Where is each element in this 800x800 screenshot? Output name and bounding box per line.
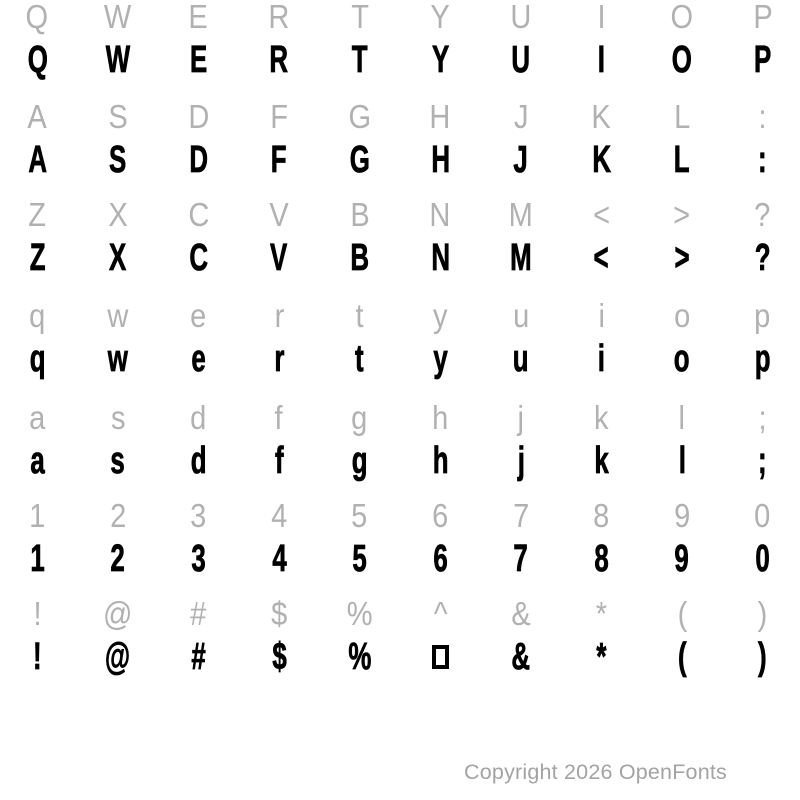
sample-glyph-cell: [0, 41, 78, 79]
sample-glyph-cell: [561, 141, 642, 179]
sample-glyph-cell: [400, 340, 481, 378]
sample-glyph: @: [105, 636, 131, 678]
reference-glyph-cell: [481, 100, 562, 133]
reference-glyph-cell: [642, 597, 723, 630]
reference-glyph-cell: [158, 0, 239, 33]
reference-glyph: j: [517, 399, 525, 436]
sample-glyph-cell: [239, 239, 320, 277]
sample-glyph-cell: [481, 141, 562, 179]
sample-glyph-cell: [722, 540, 800, 578]
sample-glyph-cell: [642, 638, 723, 676]
sample-glyph-cell: [158, 340, 239, 378]
sample-glyph-cell: [561, 41, 642, 79]
sample-glyph: F: [271, 139, 287, 181]
reference-glyph-cell: [319, 198, 400, 231]
sample-glyph-cell: [239, 41, 320, 79]
sample-glyph: 7: [513, 538, 529, 580]
reference-glyph: V: [269, 196, 289, 233]
reference-glyph-cell: [0, 499, 78, 532]
reference-glyph: i: [598, 297, 605, 334]
sample-row-5: [0, 442, 800, 480]
reference-glyph-cell: [0, 597, 78, 630]
reference-glyph: >: [673, 196, 691, 233]
reference-glyph: 3: [190, 497, 207, 534]
reference-glyph-cell: [722, 198, 800, 231]
reference-glyph: q: [29, 297, 46, 334]
reference-glyph-cell: [481, 198, 562, 231]
sample-glyph: O: [671, 39, 693, 81]
reference-glyph: R: [268, 0, 290, 35]
reference-glyph: 8: [593, 497, 610, 534]
reference-glyph-cell: [561, 100, 642, 133]
reference-glyph-cell: [319, 0, 400, 33]
reference-glyph-cell: [561, 299, 642, 332]
reference-glyph-cell: [319, 100, 400, 133]
reference-glyph: H: [429, 98, 451, 135]
reference-glyph-cell: [561, 597, 642, 630]
sample-glyph-cell: [78, 540, 159, 578]
sample-glyph: N: [430, 237, 450, 279]
reference-glyph: G: [348, 98, 371, 135]
sample-glyph-cell: [78, 239, 159, 277]
sample-row-3: [0, 239, 800, 277]
sample-glyph-cell: [319, 540, 400, 578]
reference-glyph-cell: [239, 401, 320, 434]
sample-glyph-cell: [158, 239, 239, 277]
sample-glyph-cell: [0, 638, 78, 676]
reference-glyph-cell: [158, 100, 239, 133]
sample-glyph-cell: [481, 540, 562, 578]
reference-glyph: *: [595, 595, 608, 632]
sample-glyph: %: [348, 636, 372, 678]
sample-glyph: i: [597, 338, 606, 380]
sample-glyph-cell: [0, 340, 78, 378]
sample-glyph: h: [432, 440, 449, 482]
sample-glyph: ;: [758, 440, 767, 482]
reference-glyph-cell: [239, 198, 320, 231]
sample-glyph: A: [27, 139, 47, 181]
sample-glyph-cell: [319, 141, 400, 179]
reference-glyph-cell: [319, 299, 400, 332]
sample-glyph: r: [274, 338, 285, 380]
reference-glyph-cell: [642, 499, 723, 532]
sample-glyph-cell: [239, 540, 320, 578]
reference-glyph: Z: [28, 196, 47, 233]
sample-glyph: T: [351, 39, 368, 81]
sample-glyph: Y: [431, 39, 449, 81]
reference-glyph: I: [597, 0, 606, 35]
reference-glyph-cell: [722, 499, 800, 532]
reference-glyph: s: [110, 399, 126, 436]
sample-glyph-cell: [722, 239, 800, 277]
sample-glyph-cell: [481, 41, 562, 79]
reference-glyph: C: [187, 196, 209, 233]
reference-glyph: o: [673, 297, 691, 334]
reference-glyph: O: [670, 0, 694, 35]
reference-glyph-cell: [158, 597, 239, 630]
reference-glyph: l: [678, 399, 686, 436]
sample-glyph-cell: [722, 442, 800, 480]
sample-glyph-cell: [78, 340, 159, 378]
reference-glyph-cell: [722, 597, 800, 630]
reference-glyph: W: [104, 0, 132, 35]
reference-row-1: [0, 0, 800, 33]
sample-glyph-cell: [239, 340, 320, 378]
reference-glyph-cell: [481, 401, 562, 434]
sample-glyph-cell: [400, 41, 481, 79]
sample-glyph: H: [430, 139, 450, 181]
sample-glyph-cell: [722, 41, 800, 79]
reference-glyph-cell: [78, 198, 159, 231]
sample-glyph-cell: [481, 442, 562, 480]
reference-glyph-cell: [481, 0, 562, 33]
reference-glyph: 4: [270, 497, 288, 534]
reference-glyph: T: [350, 0, 369, 35]
sample-glyph: I: [597, 39, 606, 81]
reference-glyph: r: [274, 297, 284, 334]
reference-glyph-cell: [158, 198, 239, 231]
sample-glyph-cell: [0, 239, 78, 277]
sample-glyph-cell: [722, 141, 800, 179]
reference-row-4: [0, 299, 800, 332]
reference-glyph: 9: [673, 497, 691, 534]
missing-glyph-box-icon: [432, 645, 449, 669]
sample-glyph: 2: [110, 538, 126, 580]
sample-glyph: R: [269, 39, 289, 81]
sample-glyph-cell: [78, 442, 159, 480]
reference-glyph: ): [757, 595, 768, 632]
sample-glyph-cell: [158, 41, 239, 79]
sample-glyph: 4: [271, 538, 287, 580]
reference-glyph: w: [107, 297, 129, 334]
reference-glyph: P: [752, 0, 773, 35]
reference-glyph: 6: [432, 497, 449, 534]
sample-glyph-cell: [239, 442, 320, 480]
sample-glyph-cell: [319, 340, 400, 378]
sample-glyph: (: [677, 636, 687, 678]
reference-glyph: p: [754, 297, 771, 334]
reference-glyph: X: [108, 196, 128, 233]
reference-glyph-cell: [481, 499, 562, 532]
reference-glyph: L: [673, 98, 691, 135]
reference-glyph: %: [346, 595, 373, 632]
sample-glyph: L: [674, 139, 690, 181]
reference-glyph: k: [594, 399, 609, 436]
sample-row-2: [0, 141, 800, 179]
sample-glyph: &: [511, 636, 531, 678]
sample-glyph: d: [190, 440, 207, 482]
sample-glyph: 5: [352, 538, 367, 580]
reference-glyph: E: [188, 0, 209, 35]
sample-glyph-cell: [0, 540, 78, 578]
reference-glyph: J: [513, 98, 529, 135]
reference-glyph: F: [270, 98, 288, 135]
sample-glyph-cell: [400, 442, 481, 480]
reference-glyph-cell: [0, 401, 78, 434]
reference-glyph-cell: [239, 299, 320, 332]
reference-glyph-cell: [0, 100, 78, 133]
reference-glyph-cell: [561, 401, 642, 434]
sample-glyph-cell: [158, 540, 239, 578]
sample-glyph: u: [512, 338, 529, 380]
sample-glyph-cell: [78, 638, 159, 676]
reference-glyph: u: [512, 297, 529, 334]
reference-glyph-cell: [78, 401, 159, 434]
reference-glyph: 5: [351, 497, 368, 534]
sample-glyph-cell: [78, 41, 159, 79]
sample-glyph-cell: [239, 638, 320, 676]
sample-glyph: 0: [755, 538, 770, 580]
reference-glyph-cell: [239, 100, 320, 133]
sample-glyph: e: [191, 338, 206, 380]
sample-glyph: J: [513, 139, 529, 181]
sample-glyph: !: [32, 636, 42, 678]
reference-glyph: #: [190, 595, 207, 632]
reference-glyph-cell: [158, 499, 239, 532]
sample-glyph: *: [596, 636, 607, 678]
sample-row-1: [0, 41, 800, 79]
sample-glyph: g: [351, 440, 368, 482]
reference-glyph: K: [591, 98, 612, 135]
sample-glyph: K: [592, 139, 611, 181]
reference-glyph-cell: [722, 299, 800, 332]
reference-row-2: [0, 100, 800, 133]
reference-glyph-cell: [78, 597, 159, 630]
reference-glyph-cell: [561, 198, 642, 231]
reference-glyph: D: [187, 98, 209, 135]
reference-glyph: B: [349, 196, 370, 233]
reference-glyph-cell: [158, 401, 239, 434]
reference-glyph: 2: [109, 497, 126, 534]
sample-glyph-cell: [78, 141, 159, 179]
sample-glyph-cell: [319, 442, 400, 480]
sample-glyph: U: [511, 39, 531, 81]
sample-glyph: 9: [674, 538, 690, 580]
reference-glyph: :: [758, 98, 767, 135]
sample-glyph: D: [189, 139, 208, 181]
sample-glyph-cell: [0, 141, 78, 179]
sample-glyph: G: [349, 139, 370, 181]
reference-glyph: M: [508, 196, 533, 233]
reference-glyph: <: [592, 196, 610, 233]
reference-glyph: (: [677, 595, 687, 632]
sample-glyph-cell: [642, 239, 723, 277]
reference-row-7: [0, 597, 800, 630]
reference-glyph-cell: [642, 100, 723, 133]
sample-glyph: $: [271, 636, 287, 678]
sample-glyph: p: [754, 338, 771, 380]
reference-row-3: [0, 198, 800, 231]
sample-row-7: [0, 638, 800, 676]
reference-glyph-cell: [481, 597, 562, 630]
sample-glyph-cell: [239, 141, 320, 179]
sample-glyph: S: [109, 139, 127, 181]
reference-row-6: [0, 499, 800, 532]
sample-glyph: k: [594, 440, 609, 482]
reference-glyph-cell: [561, 499, 642, 532]
sample-glyph-cell: [158, 141, 239, 179]
reference-glyph: !: [33, 595, 42, 632]
reference-glyph: ?: [754, 196, 771, 233]
sample-glyph-cell: [400, 141, 481, 179]
sample-row-4: [0, 340, 800, 378]
sample-glyph-cell: [481, 638, 562, 676]
sample-glyph-cell: [642, 540, 723, 578]
sample-glyph: W: [105, 39, 131, 81]
reference-glyph-cell: [400, 597, 481, 630]
reference-glyph: $: [270, 595, 288, 632]
sample-glyph-cell: [561, 442, 642, 480]
sample-glyph: >: [674, 237, 690, 279]
sample-glyph-cell: [481, 239, 562, 277]
reference-glyph-cell: [642, 401, 723, 434]
reference-glyph-cell: [722, 401, 800, 434]
sample-glyph-cell: [561, 540, 642, 578]
sample-glyph-cell: [642, 41, 723, 79]
sample-glyph-cell: [400, 239, 481, 277]
reference-glyph: 1: [29, 497, 46, 534]
sample-glyph: C: [189, 237, 208, 279]
reference-glyph-cell: [0, 299, 78, 332]
sample-glyph: Q: [27, 39, 48, 81]
sample-glyph-cell: [722, 340, 800, 378]
sample-glyph: #: [191, 636, 206, 678]
sample-glyph: V: [270, 237, 288, 279]
reference-glyph-cell: [642, 299, 723, 332]
reference-glyph-cell: [239, 597, 320, 630]
reference-glyph: @: [103, 595, 133, 632]
sample-glyph-cell: [319, 638, 400, 676]
reference-glyph: Y: [430, 0, 450, 35]
sample-glyph: s: [110, 440, 126, 482]
sample-glyph: P: [754, 39, 772, 81]
reference-glyph-cell: [239, 499, 320, 532]
sample-glyph: t: [355, 338, 364, 380]
sample-glyph-cell: [481, 340, 562, 378]
sample-glyph-cell: [158, 442, 239, 480]
sample-glyph: q: [29, 338, 46, 380]
sample-glyph-cell: [561, 638, 642, 676]
reference-glyph: &: [511, 595, 531, 632]
reference-glyph-cell: [642, 198, 723, 231]
reference-glyph-cell: [239, 0, 320, 33]
reference-glyph: S: [108, 98, 128, 135]
sample-glyph-cell: [561, 340, 642, 378]
reference-glyph-cell: [722, 100, 800, 133]
sample-glyph-cell: [642, 442, 723, 480]
reference-glyph-cell: [78, 499, 159, 532]
sample-glyph: l: [678, 440, 686, 482]
sample-glyph-cell: [319, 239, 400, 277]
sample-glyph: a: [30, 440, 45, 482]
sample-glyph: 3: [191, 538, 206, 580]
reference-glyph: ^: [433, 595, 448, 632]
reference-glyph: A: [27, 98, 47, 135]
sample-glyph: w: [107, 338, 128, 380]
reference-glyph-cell: [319, 401, 400, 434]
reference-glyph-cell: [400, 100, 481, 133]
sample-glyph-cell: [400, 540, 481, 578]
reference-glyph-cell: [481, 299, 562, 332]
reference-glyph: a: [29, 399, 46, 436]
reference-row-5: [0, 401, 800, 434]
reference-glyph: y: [433, 297, 448, 334]
sample-glyph: <: [593, 237, 609, 279]
reference-glyph: ;: [758, 399, 767, 436]
reference-glyph: 7: [512, 497, 529, 534]
reference-glyph: t: [355, 297, 364, 334]
reference-glyph-cell: [319, 597, 400, 630]
reference-glyph-cell: [78, 299, 159, 332]
sample-glyph-cell: [642, 141, 723, 179]
reference-glyph-cell: [400, 401, 481, 434]
sample-glyph: M: [510, 237, 532, 279]
sample-glyph: Z: [29, 237, 46, 279]
sample-glyph-cell: [642, 340, 723, 378]
sample-glyph: E: [189, 39, 208, 81]
reference-glyph: e: [190, 297, 207, 334]
sample-glyph: 1: [30, 538, 45, 580]
reference-glyph: h: [432, 399, 449, 436]
reference-glyph-cell: [0, 0, 78, 33]
reference-glyph-cell: [722, 0, 800, 33]
reference-glyph: N: [429, 196, 451, 233]
reference-glyph-cell: [400, 198, 481, 231]
reference-glyph-cell: [78, 0, 159, 33]
reference-glyph-cell: [158, 299, 239, 332]
sample-glyph: B: [350, 237, 369, 279]
reference-glyph: f: [275, 399, 284, 436]
sample-row-6: [0, 540, 800, 578]
sample-glyph: ?: [754, 237, 771, 279]
sample-glyph-cell: [0, 442, 78, 480]
sample-glyph: 8: [594, 538, 609, 580]
reference-glyph: 0: [754, 497, 771, 534]
sample-glyph: 6: [433, 538, 448, 580]
sample-glyph: y: [433, 338, 448, 380]
reference-glyph-cell: [561, 0, 642, 33]
sample-glyph: X: [109, 237, 127, 279]
reference-glyph-cell: [319, 499, 400, 532]
reference-glyph-cell: [400, 299, 481, 332]
reference-glyph-cell: [400, 0, 481, 33]
sample-glyph: ): [758, 636, 767, 678]
reference-glyph-cell: [400, 499, 481, 532]
sample-glyph: j: [517, 440, 525, 482]
reference-glyph: Q: [25, 0, 49, 35]
sample-glyph-cell: [722, 638, 800, 676]
reference-glyph-cell: [78, 100, 159, 133]
reference-glyph-cell: [0, 198, 78, 231]
sample-glyph-cell: [561, 239, 642, 277]
copyright-text: Copyright 2026 OpenFonts: [464, 760, 727, 784]
reference-glyph-cell: [642, 0, 723, 33]
sample-glyph: o: [674, 338, 690, 380]
sample-glyph: :: [758, 139, 767, 181]
sample-glyph: f: [274, 440, 284, 482]
reference-glyph: g: [351, 399, 368, 436]
sample-glyph-cell: [158, 638, 239, 676]
sample-glyph-cell: [400, 638, 481, 676]
sample-glyph-cell: [319, 41, 400, 79]
reference-glyph: d: [190, 399, 207, 436]
reference-glyph: U: [510, 0, 532, 35]
